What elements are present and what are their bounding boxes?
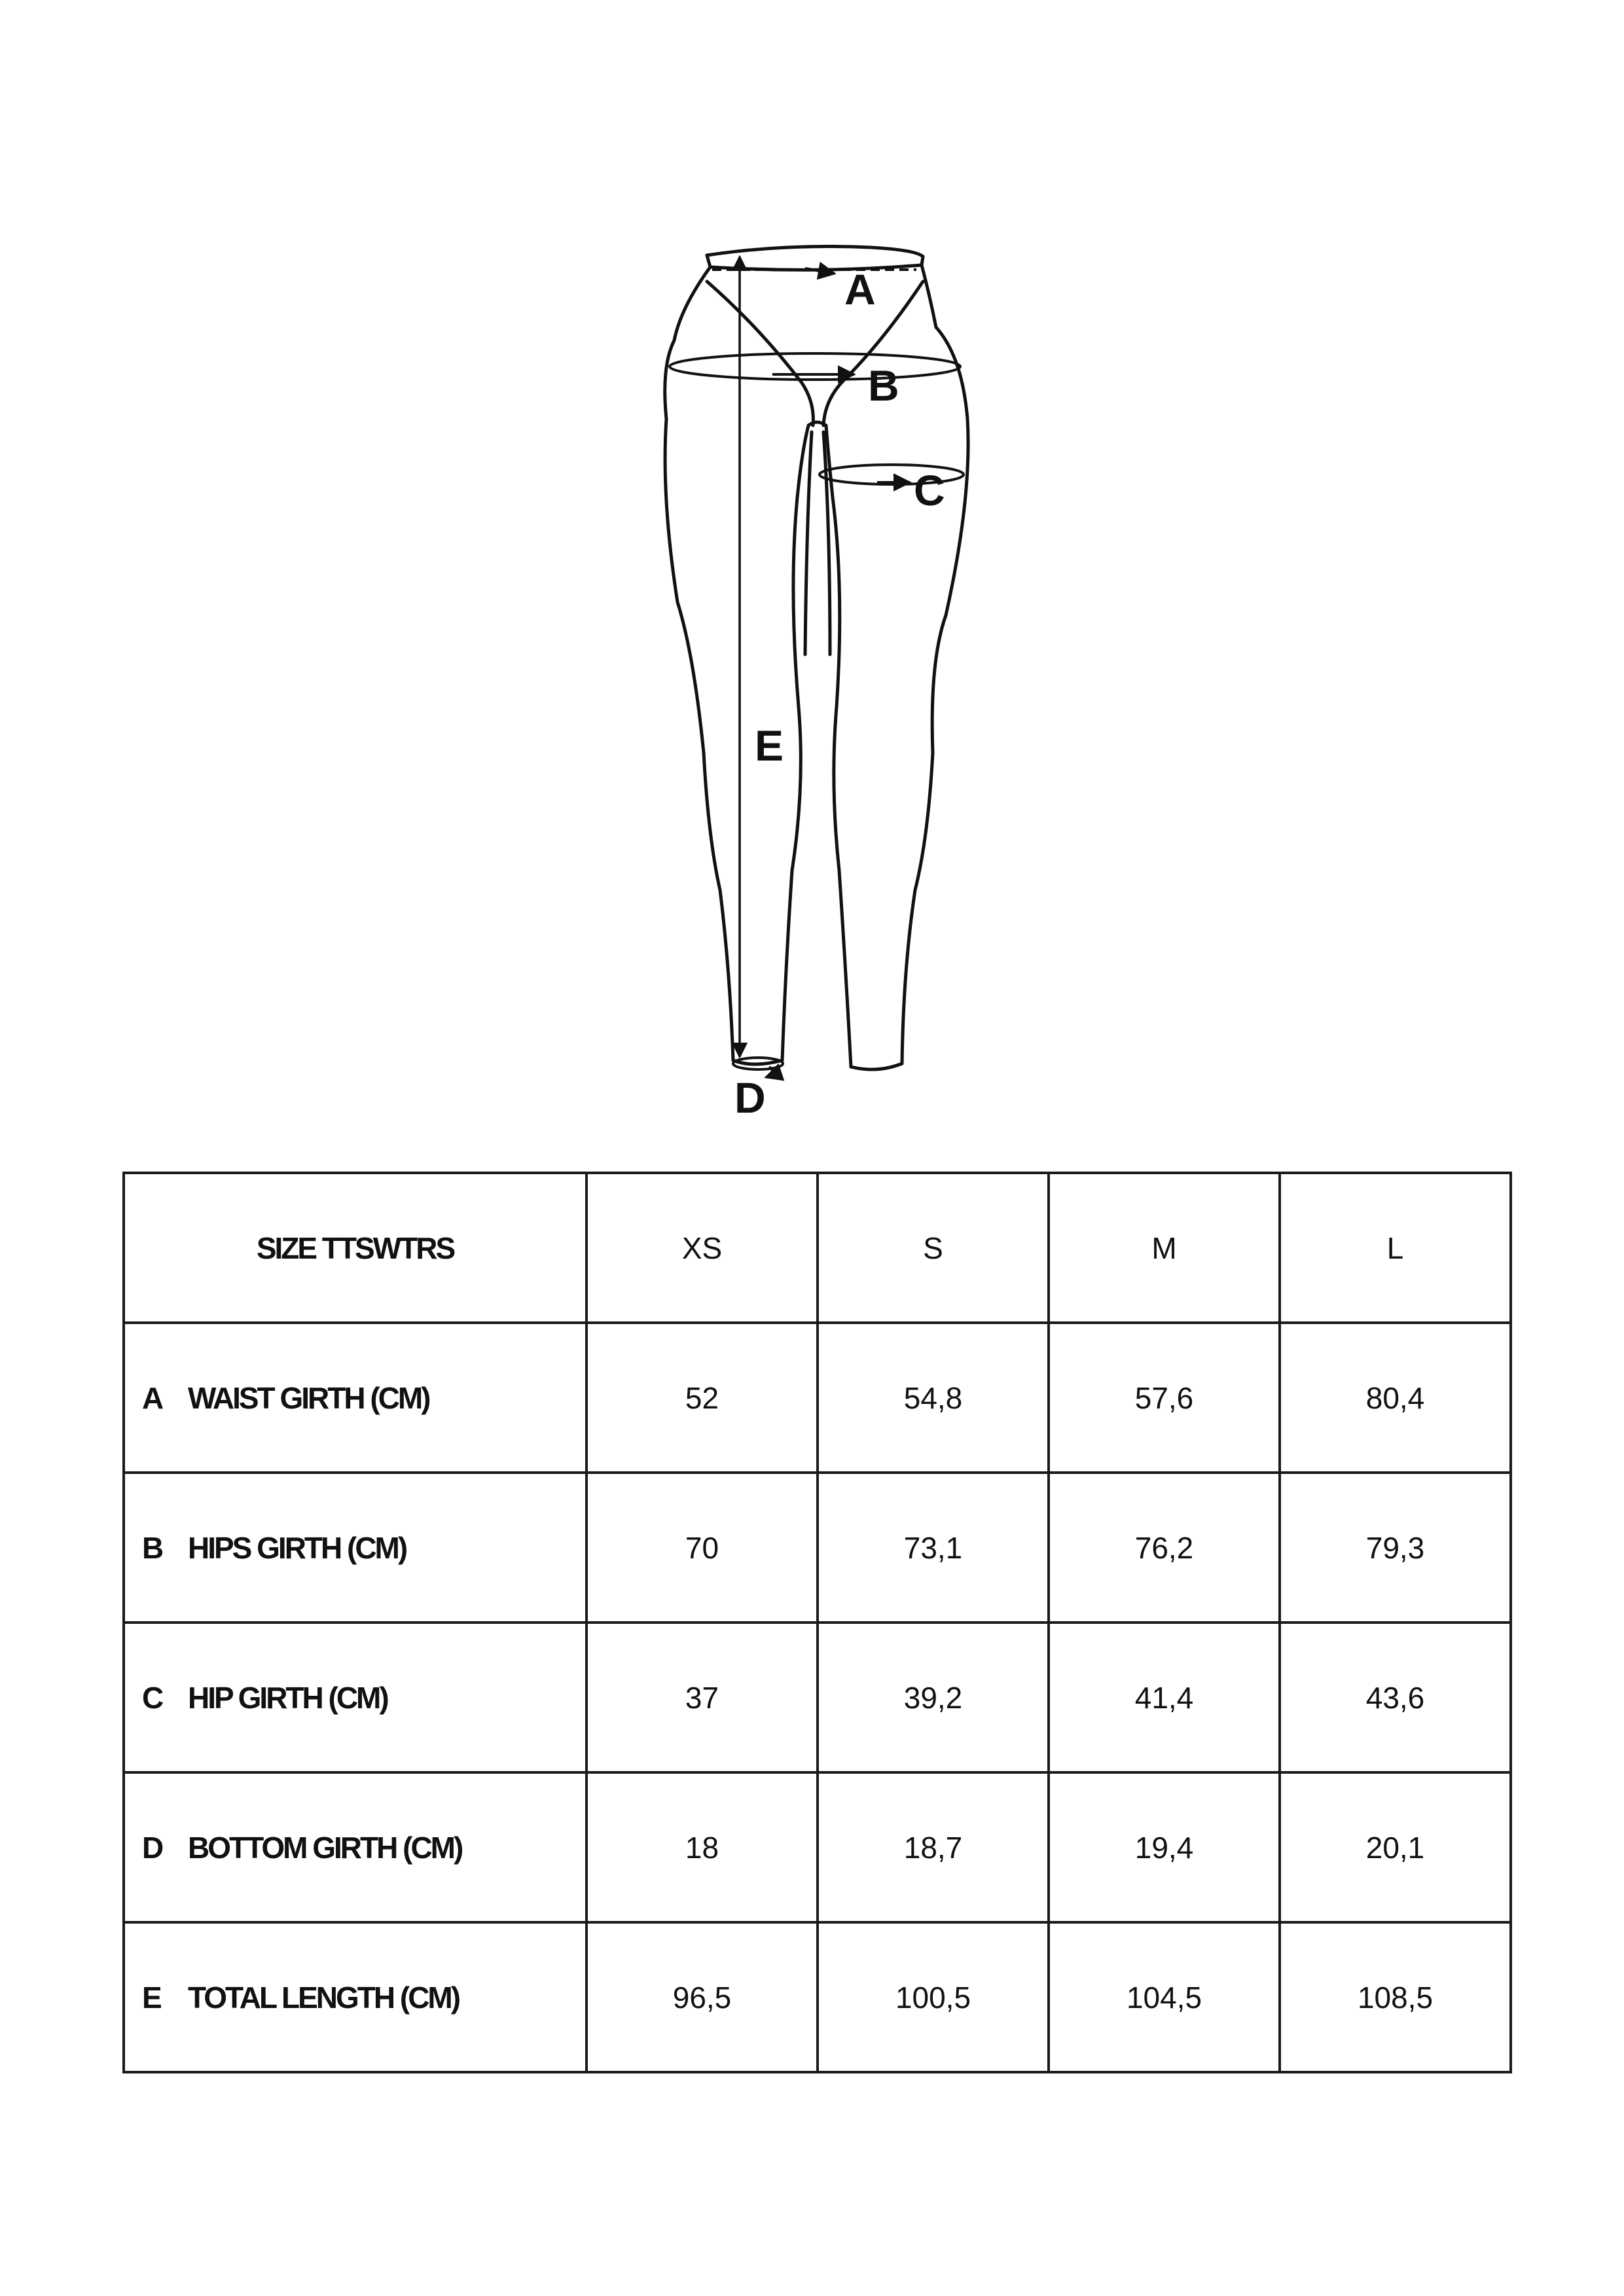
row-code: A (142, 1380, 162, 1415)
table-cell: 37 (586, 1623, 818, 1772)
row-name: HIP GIRTH (CM) (188, 1680, 388, 1715)
table-header-label: SIZE TTSWTRS (124, 1173, 586, 1323)
table-cell: 41,4 (1049, 1623, 1280, 1772)
table-row (124, 1772, 1511, 1922)
row-name: TOTAL LENGTH (CM) (188, 1980, 460, 2015)
size-l-header: L (1280, 1173, 1511, 1323)
table-cell: 18,7 (818, 1772, 1049, 1922)
size-s-header: S (818, 1173, 1049, 1323)
row-name: BOTTOM GIRTH (CM) (188, 1830, 462, 1865)
label-b: B (868, 361, 899, 410)
table-row (124, 1623, 1511, 1772)
size-m-header: M (1049, 1173, 1280, 1323)
leggings-outline (665, 247, 968, 1070)
table-cell: 79,3 (1280, 1473, 1511, 1623)
table-cell: 19,4 (1049, 1772, 1280, 1922)
table-cell: 20,1 (1280, 1772, 1511, 1922)
row-code: E (142, 1980, 160, 2015)
row-code: D (142, 1830, 162, 1865)
table-row (124, 1473, 1511, 1623)
table-cell: 43,6 (1280, 1623, 1511, 1772)
row-name: HIPS GIRTH (CM) (188, 1530, 406, 1565)
row-code: B (142, 1530, 162, 1565)
row-label-hips (124, 1473, 586, 1623)
table-cell: 57,6 (1049, 1323, 1280, 1473)
row-label-length (124, 1922, 586, 2072)
row-label-bottom (124, 1772, 586, 1922)
table-cell: 52 (586, 1323, 818, 1473)
row-label-waist (124, 1323, 586, 1473)
table-cell: 54,8 (818, 1323, 1049, 1473)
table-row (124, 1323, 1511, 1473)
table-cell: 96,5 (586, 1922, 818, 2072)
table-cell: 73,1 (818, 1473, 1049, 1623)
measure-a (712, 268, 916, 274)
label-a: A (844, 265, 876, 314)
table-cell: 76,2 (1049, 1473, 1280, 1623)
row-code: C (142, 1680, 162, 1715)
table-cell: 18 (586, 1772, 818, 1922)
label-c: C (914, 466, 945, 514)
label-d: D (734, 1073, 766, 1122)
table-cell: 100,5 (818, 1922, 1049, 2072)
label-e: E (755, 721, 784, 770)
size-xs-header: XS (586, 1173, 818, 1323)
size-chart-table (122, 1172, 1512, 2073)
row-name: WAIST GIRTH (CM) (188, 1380, 429, 1415)
table-cell: 108,5 (1280, 1922, 1511, 2072)
measure-b (670, 353, 960, 380)
table-cell: 80,4 (1280, 1323, 1511, 1473)
row-label-hip (124, 1623, 586, 1772)
table-cell: 70 (586, 1473, 818, 1623)
table-header-row (124, 1173, 1511, 1323)
table-cell: 104,5 (1049, 1922, 1280, 2072)
table-cell: 39,2 (818, 1623, 1049, 1772)
table-row (124, 1922, 1511, 2072)
